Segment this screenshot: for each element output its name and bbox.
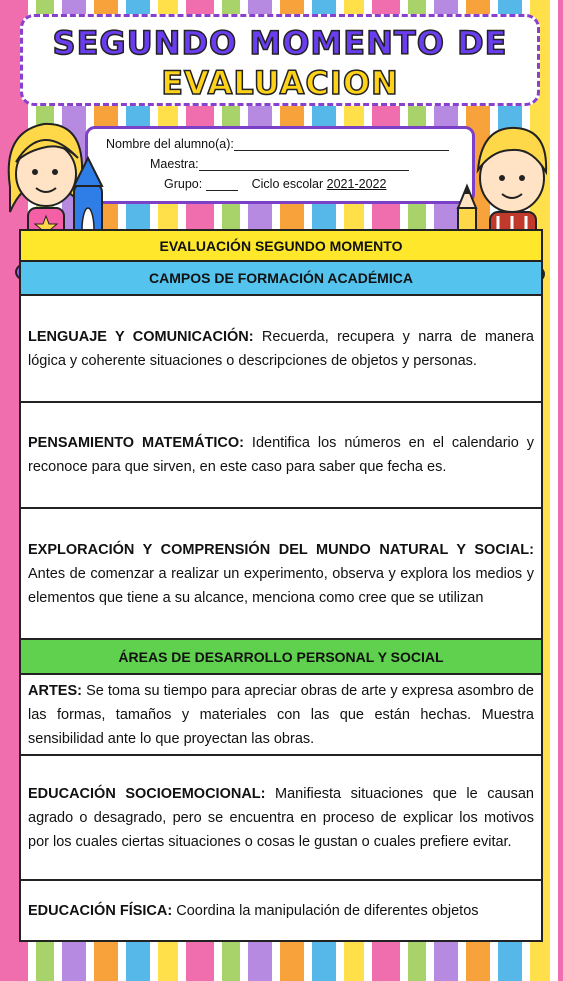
item-label: EDUCACIÓN FÍSICA:: [28, 902, 173, 919]
group-label: Grupo:: [164, 177, 203, 191]
evaluation-table: [19, 229, 543, 942]
item-text: Identifica los números en el calendario y reconoce para que sirven, en este caso para saber que fecha es.: [28, 435, 534, 475]
cycle-label: Ciclo escolar: [251, 177, 324, 191]
student-info-box: [85, 126, 475, 204]
list-item: [21, 881, 541, 940]
student-name-blank[interactable]: [234, 138, 449, 151]
item-text: Manifiesta situaciones que le causan agrado o desagrado, pero se encuentra en proceso de explicar los motivos por los cuales ciertas situaciones o cosas le gustan o cuales prefiere evitar.: [28, 785, 534, 850]
item-label: PENSAMIENTO MATEMÁTICO:: [28, 435, 245, 451]
evaluation-header: EVALUACIÓN SEGUNDO MOMENTO: [21, 231, 541, 262]
item-label: LENGUAJE Y COMUNICACIÓN:: [28, 328, 254, 345]
teacher-label: Maestra:: [150, 157, 199, 171]
item-label: EXPLORACIÓN Y COMPRENSIÓN DEL MUNDO NATURAL Y SOCIAL:: [28, 541, 534, 558]
title-line-1: SEGUNDO MOMENTO DE: [52, 24, 508, 62]
teacher-blank[interactable]: [199, 158, 409, 171]
group-row: [164, 177, 386, 191]
student-name-row: [106, 137, 449, 151]
list-item: [21, 296, 541, 403]
item-text: Antes de comenzar a realizar un experimento, observa y explora los medios y elementos que tiene a su alcance, menciona como cree que se utilizan: [28, 565, 534, 606]
teacher-row: [150, 157, 409, 171]
group-blank[interactable]: [206, 178, 238, 191]
academic-header: CAMPOS DE FORMACIÓN ACADÉMICA: [21, 262, 541, 296]
item-text: Se toma su tiempo para apreciar obras de arte y expresa asombro de las formas, tamaños y materiales con las que están hechas. Muestra sensibilidad ante lo que proyectan las obras.: [28, 682, 534, 747]
item-label: EDUCACIÓN SOCIOEMOCIONAL:: [28, 785, 266, 802]
title-line-2: EVALUACION: [161, 64, 399, 102]
list-item: [21, 403, 541, 509]
personal-header: ÁREAS DE DESARROLLO PERSONAL Y SOCIAL: [21, 638, 541, 675]
item-text: Coordina la manipulación de diferentes objetos: [172, 902, 479, 919]
title-banner: [20, 14, 540, 106]
list-item: [21, 675, 541, 756]
item-text: Recuerda, recupera y narra de manera lógica y coherente situaciones o descripciones de objetos y personas.: [28, 328, 534, 369]
list-item: [21, 509, 541, 638]
student-name-label: Nombre del alumno(a):: [106, 137, 234, 151]
list-item: [21, 756, 541, 881]
cycle-value: 2021-2022: [326, 177, 387, 191]
item-label: ARTES:: [28, 682, 82, 699]
